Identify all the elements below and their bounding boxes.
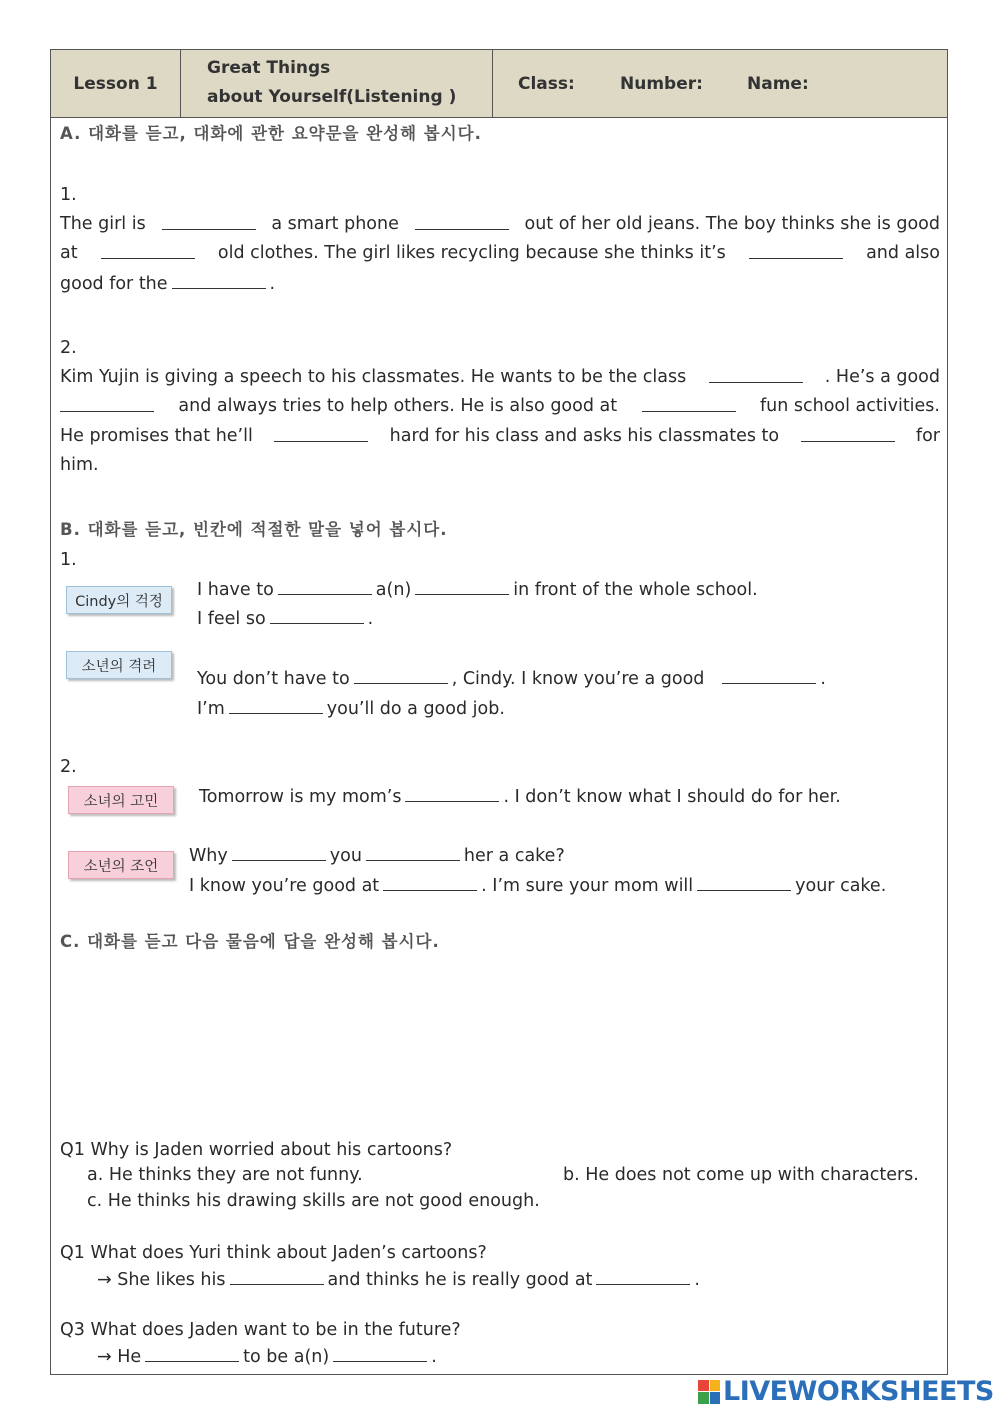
- blank-input[interactable]: [270, 608, 364, 624]
- blank-input[interactable]: [278, 579, 372, 595]
- tag-cindy-worry: Cindy의 걱정: [66, 586, 172, 614]
- blank-input[interactable]: [697, 875, 791, 891]
- c-q3-answer: → He to be a(n) .: [97, 1347, 437, 1367]
- blank-input[interactable]: [354, 668, 448, 684]
- b2-line1: Tomorrow is my mom’s . I don’t know what I should do for her.: [199, 787, 841, 807]
- blank-input[interactable]: [232, 845, 326, 861]
- section-b-heading: B. 대화를 듣고, 빈칸에 적절한 말을 넣어 봅시다.: [60, 520, 448, 539]
- b1-line3: You don’t have to , Cindy. I know you’re a good .: [197, 669, 826, 689]
- header-row: [51, 50, 947, 118]
- c-q1-option-c[interactable]: c. He thinks his drawing skills are not good enough.: [87, 1191, 540, 1211]
- blank-input[interactable]: [709, 367, 803, 383]
- tag-girl-worry: 소녀의 고민: [68, 786, 174, 814]
- blank-input[interactable]: [801, 426, 895, 442]
- blank-input[interactable]: [415, 579, 509, 595]
- a2-line1: Kim Yujin is giving a speech to his classmates. He wants to be the class . He’s a good: [60, 367, 940, 387]
- blank-input[interactable]: [749, 243, 843, 259]
- liveworksheets-logo-icon: [698, 1380, 720, 1404]
- blank-input[interactable]: [596, 1269, 690, 1285]
- blank-input[interactable]: [274, 426, 368, 442]
- a2-line2: and always tries to help others. He is also good at fun school activities.: [60, 396, 940, 416]
- blank-input[interactable]: [162, 214, 256, 230]
- c-q1: Q1 Why is Jaden worried about his cartoons?: [60, 1140, 453, 1160]
- blank-input[interactable]: [415, 214, 509, 230]
- class-label: Class:: [518, 73, 575, 94]
- section-a-heading: A. 대화를 듣고, 대화에 관한 요약문을 완성해 봅시다.: [60, 124, 482, 143]
- blank-input[interactable]: [230, 1269, 324, 1285]
- c-q1-option-b[interactable]: b. He does not come up with characters.: [563, 1165, 919, 1185]
- blank-input[interactable]: [366, 845, 460, 861]
- b2-number: 2.: [60, 757, 77, 777]
- watermark-text: LIVEWORKSHEETS: [723, 1376, 994, 1407]
- blank-input[interactable]: [145, 1346, 239, 1362]
- b1-number: 1.: [60, 550, 77, 570]
- blank-input[interactable]: [229, 698, 323, 714]
- number-label: Number:: [620, 73, 703, 94]
- a2-line3: He promises that he’ll hard for his class and asks his classmates to for: [60, 426, 940, 446]
- c-q1-option-a[interactable]: a. He thinks they are not funny.: [87, 1165, 363, 1185]
- a2-number: 2.: [60, 338, 77, 358]
- name-label: Name:: [747, 73, 809, 94]
- blank-input[interactable]: [172, 273, 266, 289]
- c-q3: Q3 What does Jaden want to be in the future?: [60, 1320, 461, 1340]
- a1-line3: good for the .: [60, 274, 276, 294]
- blank-input[interactable]: [101, 243, 195, 259]
- a1-line2: at old clothes. The girl likes recycling because she thinks it’s and also: [60, 243, 940, 263]
- a1-line1: The girl is a smart phone out of her old jeans. The boy thinks she is good: [60, 214, 940, 234]
- section-c-heading: C. 대화를 듣고 다음 물음에 답을 완성해 봅시다.: [60, 932, 440, 951]
- lesson-cell: Lesson 1: [51, 50, 181, 117]
- b1-line4: I’m you’ll do a good job.: [197, 699, 505, 719]
- blank-input[interactable]: [383, 875, 477, 891]
- blank-input[interactable]: [60, 396, 154, 412]
- b1-line1: I have to a(n) in front of the whole school.: [197, 580, 758, 600]
- a2-line4: him.: [60, 455, 99, 475]
- tag-boy-encourage: 소년의 격려: [66, 651, 172, 679]
- title-line-1: Great Things: [207, 58, 331, 78]
- tag-boy-advice: 소년의 조언: [68, 851, 174, 879]
- c-q2: Q1 What does Yuri think about Jaden’s cartoons?: [60, 1243, 487, 1263]
- b2-line2: Why you her a cake?: [189, 846, 565, 866]
- title-line-2: about Yourself(Listening ): [207, 87, 457, 107]
- c-q2-answer: → She likes his and thinks he is really good at .: [97, 1270, 700, 1290]
- blank-input[interactable]: [642, 396, 736, 412]
- liveworksheets-watermark: [698, 1376, 994, 1407]
- blank-input[interactable]: [333, 1346, 427, 1362]
- blank-input[interactable]: [405, 786, 499, 802]
- b1-line2: I feel so .: [197, 609, 374, 629]
- a1-number: 1.: [60, 185, 77, 205]
- b2-line3: I know you’re good at . I’m sure your mom will your cake.: [189, 876, 887, 896]
- title-cell: [181, 50, 493, 117]
- blank-input[interactable]: [722, 668, 816, 684]
